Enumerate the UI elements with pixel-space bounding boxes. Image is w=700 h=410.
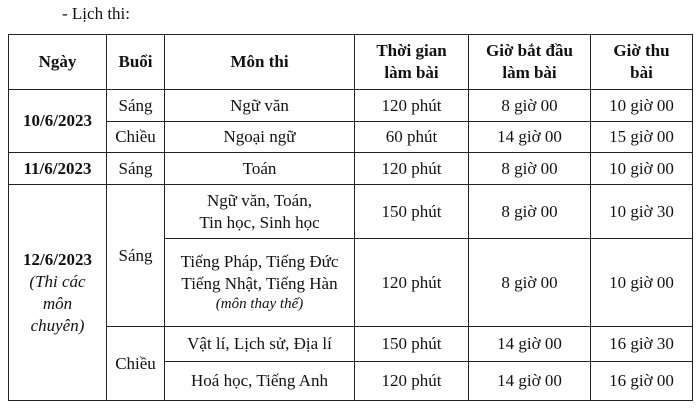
session-cell: Chiều <box>107 327 165 401</box>
header-day: Ngày <box>9 35 107 90</box>
header-subject: Môn thi <box>165 35 355 90</box>
duration-cell: 120 phút <box>355 239 469 327</box>
subject-cell: Toán <box>165 153 355 185</box>
header-start-time <box>469 35 591 90</box>
header-end-line: bài <box>630 63 653 82</box>
end-time-cell: 16 giờ 00 <box>591 362 693 401</box>
header-end-line: Giờ thu <box>613 41 670 60</box>
subject-line: Tiếng Pháp, Tiếng Đức <box>180 252 339 271</box>
start-time-cell: 14 giờ 00 <box>469 122 591 153</box>
end-time-cell: 10 giờ 30 <box>591 185 693 239</box>
subject-cell: Ngữ văn <box>165 90 355 122</box>
start-time-cell: 8 giờ 00 <box>469 185 591 239</box>
table-row <box>9 153 693 185</box>
end-time-cell: 15 giờ 00 <box>591 122 693 153</box>
header-row <box>9 35 693 90</box>
start-time-cell: 8 giờ 00 <box>469 239 591 327</box>
header-start-line: Giờ bắt đầu <box>486 41 573 60</box>
subject-note: (môn thay thế) <box>215 296 304 312</box>
day-date: 12/6/2023 <box>23 249 92 269</box>
table-row <box>9 90 693 122</box>
session-cell: Sáng <box>107 153 165 185</box>
header-duration-line: làm bài <box>384 63 439 82</box>
duration-cell: 60 phút <box>355 122 469 153</box>
duration-cell: 120 phút <box>355 153 469 185</box>
schedule-intro: - Lịch thi: <box>62 4 130 23</box>
day-cell <box>9 185 107 401</box>
session-cell: Sáng <box>107 185 165 327</box>
header-duration-line: Thời gian <box>376 41 447 60</box>
subject-line: Ngữ văn, Toán, <box>207 190 312 210</box>
session-cell: Sáng <box>107 90 165 122</box>
subject-cell: Hoá học, Tiếng Anh <box>165 362 355 401</box>
subject-line: Tin học, Sinh học <box>199 212 320 232</box>
table-row <box>9 327 693 362</box>
day-note-line: chuyên) <box>30 315 85 335</box>
day-cell: 10/6/2023 <box>9 90 107 153</box>
duration-cell: 150 phút <box>355 185 469 239</box>
subject-line: Tiếng Nhật, Tiếng Hàn <box>181 274 338 293</box>
start-time-cell: 8 giờ 00 <box>469 153 591 185</box>
header-session: Buổi <box>107 35 165 90</box>
subject-cell: Vật lí, Lịch sử, Địa lí <box>165 327 355 362</box>
duration-cell: 120 phút <box>355 362 469 401</box>
duration-cell: 120 phút <box>355 90 469 122</box>
duration-cell: 150 phút <box>355 327 469 362</box>
table-row <box>9 185 693 239</box>
end-time-cell: 10 giờ 00 <box>591 239 693 327</box>
table-row <box>9 122 693 153</box>
day-note-line: môn <box>42 293 73 313</box>
day-note-line: (Thi các <box>29 271 86 291</box>
end-time-cell: 10 giờ 00 <box>591 153 693 185</box>
subject-cell <box>165 185 355 239</box>
exam-schedule-table <box>8 34 693 401</box>
header-start-line: làm bài <box>502 63 557 82</box>
session-cell: Chiều <box>107 122 165 153</box>
subject-cell <box>165 239 355 327</box>
day-cell: 11/6/2023 <box>9 153 107 185</box>
end-time-cell: 16 giờ 30 <box>591 327 693 362</box>
start-time-cell: 14 giờ 00 <box>469 327 591 362</box>
header-duration <box>355 35 469 90</box>
header-end-time <box>591 35 693 90</box>
start-time-cell: 14 giờ 00 <box>469 362 591 401</box>
end-time-cell: 10 giờ 00 <box>591 90 693 122</box>
subject-cell: Ngoại ngữ <box>165 122 355 153</box>
start-time-cell: 8 giờ 00 <box>469 90 591 122</box>
